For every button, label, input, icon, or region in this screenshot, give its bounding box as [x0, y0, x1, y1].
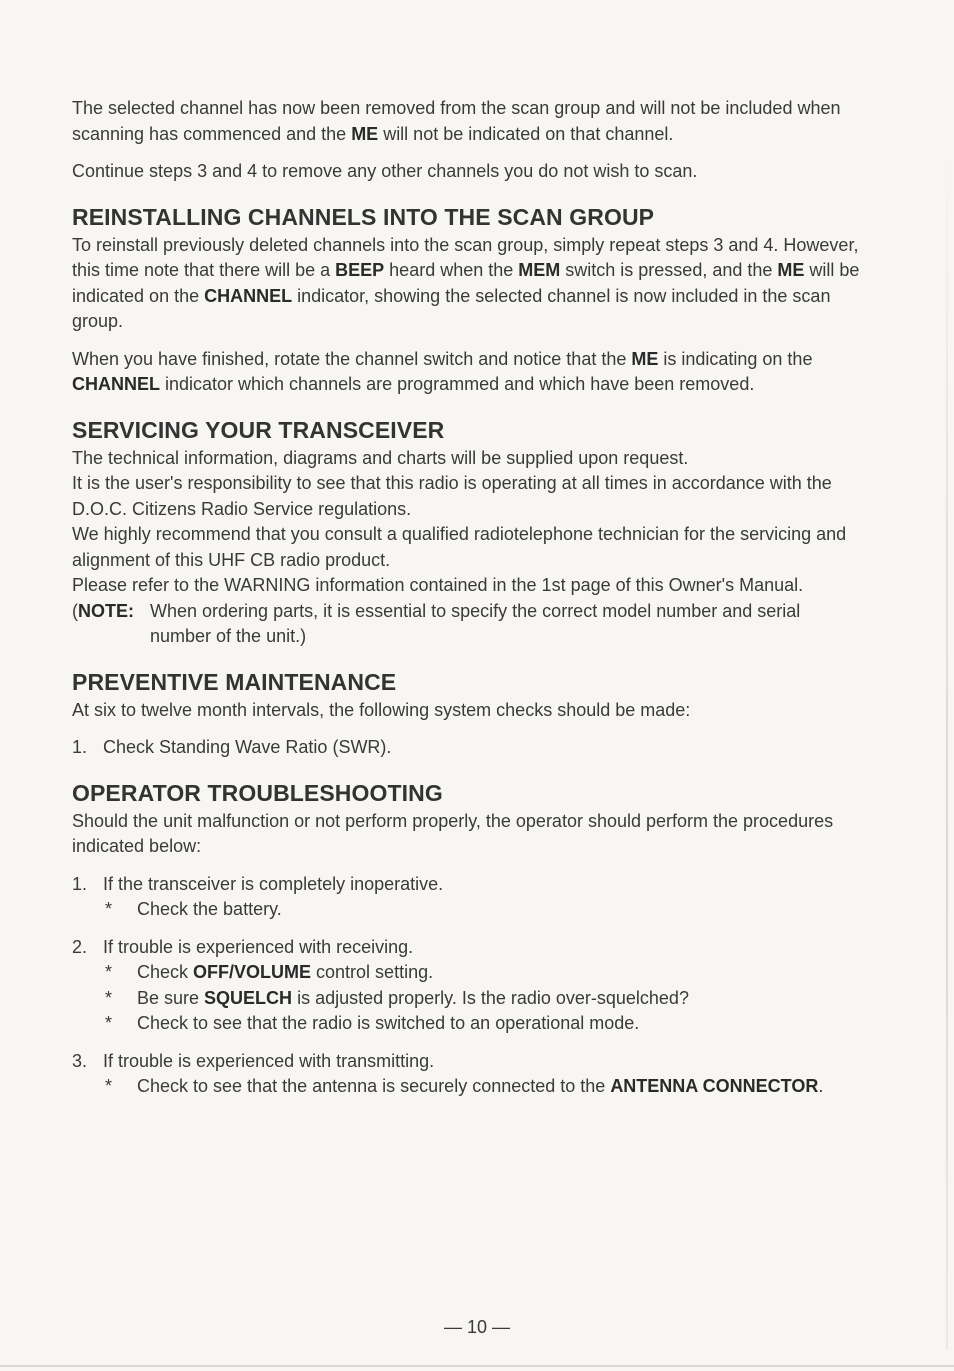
bullet-item [103, 986, 860, 1012]
bold-term: ME [631, 348, 659, 369]
page-bottom-edge [0, 1365, 954, 1367]
list-body [103, 1049, 860, 1100]
text: ( [72, 600, 78, 621]
page-edge-shadow [946, 150, 948, 1350]
text: is adjusted properly. Is the radio over-squelched? [292, 987, 689, 1008]
bullet-text: Check to see that the radio is switched to an operational mode. [137, 1013, 640, 1033]
list-body [103, 935, 860, 1037]
list-number: 3. [72, 1050, 88, 1071]
bold-term: NOTE: [78, 600, 134, 621]
bullet-text: Check the battery. [137, 899, 282, 919]
bullet-text [137, 986, 860, 1012]
bold-term: ME [351, 123, 379, 144]
list-item [72, 872, 860, 923]
bold-term: CHANNEL [72, 374, 160, 394]
troubleshooting-intro: Should the unit malfunction or not perform properly, the operator should perform the procedures indicated below: [72, 810, 834, 856]
bold-term: CHANNEL [204, 285, 293, 306]
bold-term: ANTENNA CONNECTOR [610, 1076, 819, 1096]
bullet-star: * [105, 962, 113, 982]
servicing-line-3: We highly recommend that you consult a qualified radiotelephone technician for the servicing and alignment of this UHF CB radio product. [72, 524, 847, 570]
bullet-text [137, 960, 860, 986]
section-heading-reinstalling: REINSTALLING CHANNELS INTO THE SCAN GROUP [72, 203, 655, 230]
text: will be indicated on the [72, 260, 860, 306]
list-text: If the transceiver is completely inoperative. [103, 873, 444, 894]
list-item [72, 735, 860, 761]
bold-term: SQUELCH [204, 987, 293, 1008]
text: will not be indicated on that channel. [378, 123, 674, 144]
servicing-line-4: Please refer to the WARNING information contained in the 1st page of this Owner's Manual. [72, 575, 804, 595]
text: indicator, showing the selected channel is now included in the scan group. [72, 285, 831, 331]
list-text: Check Standing Wave Ratio (SWR). [103, 737, 392, 757]
bullet-item [103, 897, 860, 923]
page-content [72, 96, 860, 1100]
servicing-note [72, 599, 860, 650]
text: is indicating on the [658, 348, 813, 369]
text: Be sure [137, 987, 205, 1008]
intro-paragraph-2: Continue steps 3 and 4 to remove any other channels you do not wish to scan. [72, 161, 698, 181]
text: heard when the [384, 260, 519, 280]
text: Check [137, 962, 194, 982]
bold-term: MEM [518, 260, 561, 280]
bullet-item [103, 1011, 860, 1037]
note-label [72, 599, 150, 650]
section-heading-preventive: PREVENTIVE MAINTENANCE [72, 668, 397, 695]
list-item [72, 1049, 860, 1100]
bold-term: ME [777, 260, 805, 280]
bullet-item [103, 960, 860, 986]
bullet-text [137, 1074, 860, 1100]
text: To reinstall previously deleted channels into the scan group, simply repeat steps 3 and 4. However, this time note that there will be a [72, 234, 859, 280]
section-heading-troubleshooting: OPERATOR TROUBLESHOOTING [72, 779, 443, 806]
text: The selected channel has now been removed from the scan group and will not be included when scanning has commenced and the [72, 98, 841, 144]
bullet-star: * [105, 899, 113, 919]
list-text: If trouble is experienced with receiving. [103, 936, 414, 957]
list-number: 1. [72, 873, 88, 894]
note-text: When ordering parts, it is essential to specify the correct model number and serial number of the unit.) [150, 600, 801, 646]
text: control setting. [311, 962, 434, 982]
text: When you have finished, rotate the channel switch and notice that the [72, 348, 632, 369]
reinstall-paragraph-1 [72, 233, 860, 335]
page-number: — 10 — [443, 1317, 511, 1337]
list-number: 2. [72, 936, 88, 957]
bullet-star: * [105, 987, 113, 1008]
section-heading-servicing: SERVICING YOUR TRANSCEIVER [72, 416, 445, 443]
list-body [103, 872, 860, 923]
reinstall-paragraph-2 [72, 347, 860, 398]
bullet-item [103, 1074, 860, 1100]
list-number: 1. [72, 737, 88, 757]
list-text: If trouble is experienced with transmitting. [103, 1050, 435, 1071]
text: indicator which channels are programmed and which have been removed. [160, 374, 755, 394]
preventive-intro: At six to twelve month intervals, the following system checks should be made: [72, 699, 691, 720]
servicing-line-1: The technical information, diagrams and charts will be supplied upon request. [72, 447, 689, 468]
text: . [818, 1076, 824, 1096]
list-item [72, 935, 860, 1037]
text: Check to see that the antenna is securely connected to the [137, 1076, 611, 1096]
bullet-star: * [105, 1013, 113, 1033]
bullet-star: * [105, 1076, 113, 1096]
bold-term: BEEP [335, 260, 385, 280]
text: switch is pressed, and the [560, 260, 778, 280]
bold-term: OFF/VOLUME [193, 962, 312, 982]
intro-paragraph-1 [72, 96, 860, 147]
servicing-line-2: It is the user's responsibility to see that this radio is operating at all times in accordance with the D.O.C. Citizens Radio Service regulations. [72, 473, 832, 519]
